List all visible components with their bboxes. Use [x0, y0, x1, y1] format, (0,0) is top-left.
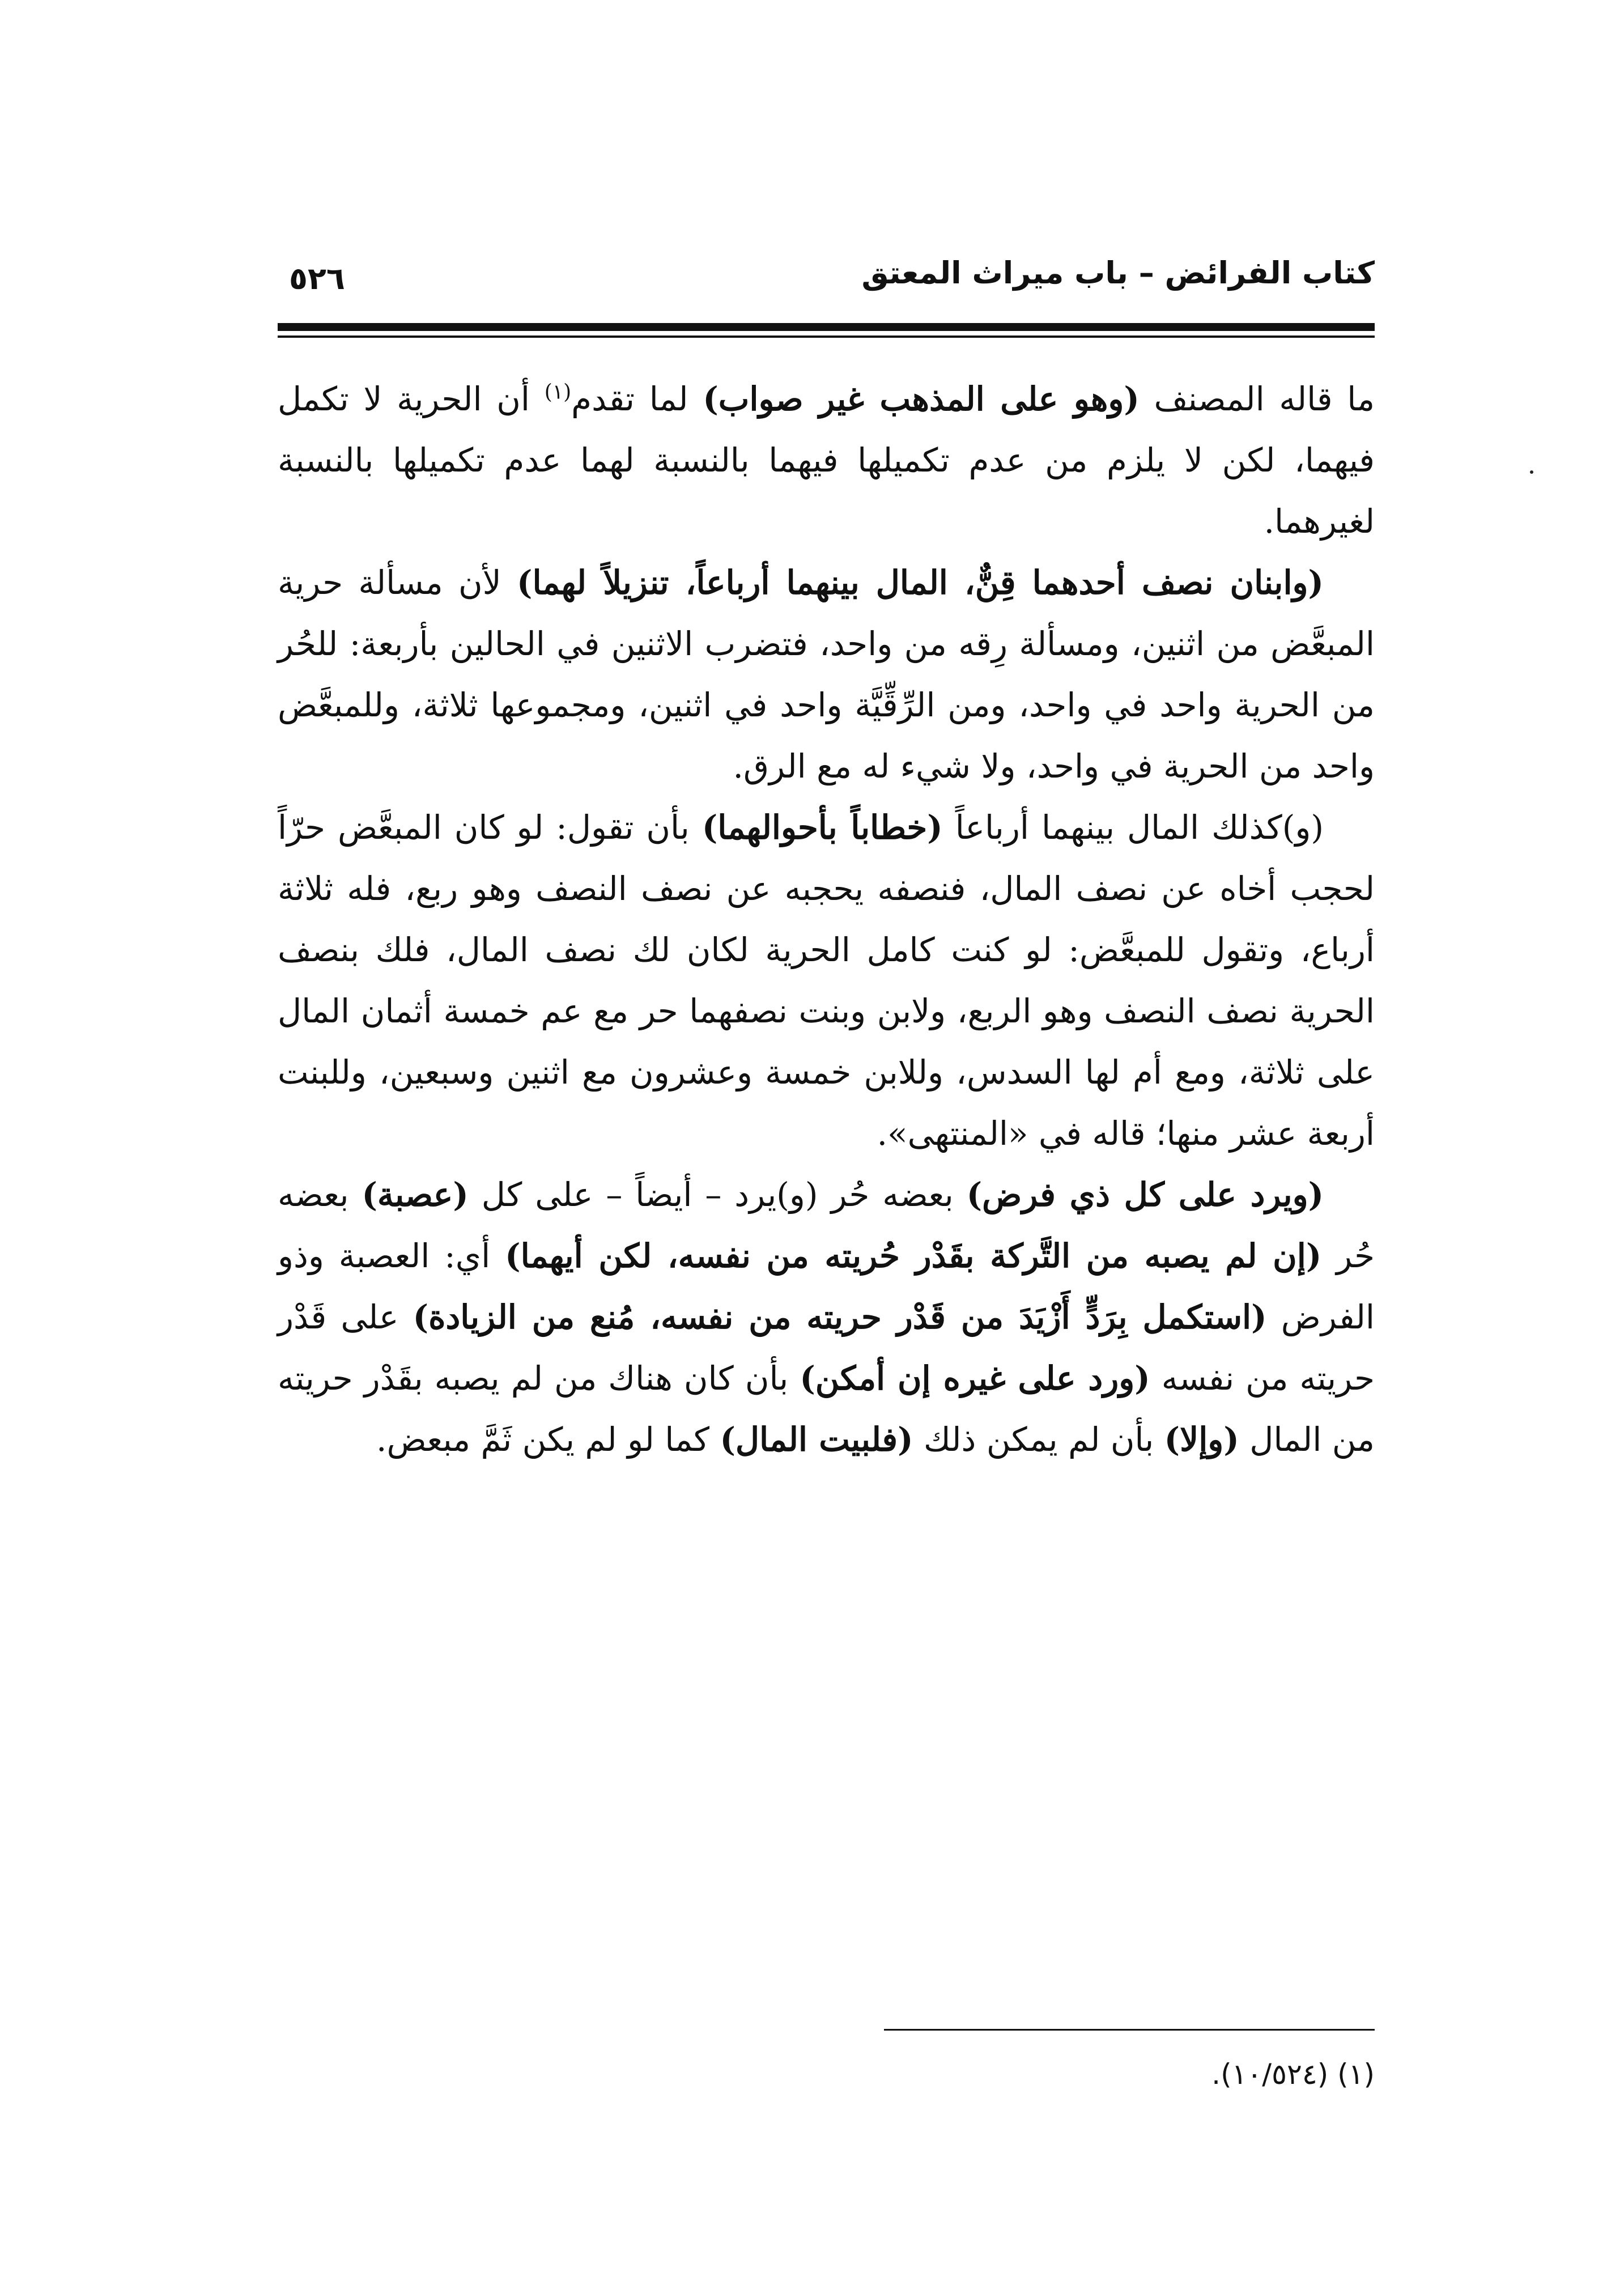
main-text — [278, 368, 1375, 1470]
footnote-reference[interactable]: (١) — [544, 380, 572, 404]
header-rule-thin — [278, 336, 1375, 338]
text-run: بأن لم يمكن ذلك — [924, 1420, 1154, 1459]
text-run: بعضه حُر — [278, 1175, 1375, 1275]
page-header — [278, 249, 1375, 306]
page-number: ٥٢٦ — [289, 261, 345, 296]
footnote-1: (١) (١٠/٥٢٤). — [1211, 2058, 1375, 2091]
quoted-matn: (وهو على المذهب غير صواب) — [703, 380, 1140, 418]
quoted-matn: (فلبيت المال) — [720, 1420, 913, 1459]
quoted-matn: (ويرد على كل ذي فرض) — [966, 1175, 1324, 1214]
text-run: لأن مسألة حرية المبعَّض من اثنين، ومسألة رِقه من واحد، فتضرب الاثنين في الحالين بأربعة: للحُر من الحرية واحد في واحد، ومن الرِّقِّيَّة واحد في اثنين، ومجموعها ثلاثة، وللمبعَّض واحد من الحرية في واحد، ولا شيء له مع الرق. — [278, 563, 1375, 785]
text-run: أن الحرية لا تكمل فيهما، لكن لا يلزم من عدم تكميلها فيهما بالنسبة لهما عدم تكميلها بالنسبة لغيرهما. — [278, 380, 1375, 541]
quoted-matn: (وابنان نصف أحدهما قِنٌّ، المال بينهما أرباعاً، تنزيلاً لهما) — [517, 563, 1324, 602]
quoted-matn: (خطاباً بأحوالهما) — [702, 808, 943, 847]
text-run: كما لو لم يكن ثَمَّ مبعض. — [376, 1420, 710, 1459]
text-run: (و)كذلك المال بينهما أرباعاً — [955, 808, 1324, 847]
text-run: أي: العصبة وذو الفرض — [278, 1237, 1375, 1336]
quoted-matn: (وإلا) — [1164, 1420, 1239, 1459]
margin-mark — [1530, 470, 1533, 474]
paragraph-3 — [278, 797, 1375, 1164]
quoted-matn: (إن لم يصبه من التَّركة بقَدْر حُريته من نفسه، لكن أيهما) — [505, 1237, 1322, 1275]
text-run: على قَدْر حريته من نفسه — [278, 1298, 1375, 1398]
paragraph-1 — [278, 368, 1375, 552]
text-run: لما تقدم — [571, 380, 688, 418]
paragraph-4 — [278, 1164, 1375, 1470]
paragraph-2 — [278, 552, 1375, 797]
quoted-matn: (ورد على غيره إن أمكن) — [800, 1359, 1150, 1398]
quoted-matn: (استكمل بِرَدٍّ أَزْيَدَ من قَدْر حريته من نفسه، مُنع من الزيادة) — [413, 1298, 1267, 1336]
text-run: بعضه حُر (و)يرد – أيضاً – على كل — [481, 1175, 954, 1214]
text-run: بأن كان هناك من لم يصبه بقَدْر حريته من المال — [278, 1359, 1375, 1459]
text-run: ما قاله المصنف — [1154, 380, 1375, 418]
footnote-separator — [884, 2029, 1375, 2031]
text-run: بأن تقول: لو كان المبعَّض حرّاً لحجب أخاه عن نصف المال، فنصفه يحجبه عن نصف النصف وهو ربع، فله ثلاثة أرباع، وتقول للمبعَّض: لو كنت كامل الحرية لكان لك نصف المال، فلك بنصف الحرية نصف النصف وهو الربع، ولابن وبنت نصفهما حر مع عم خمسة أثمان المال على ثلاثة، ومع أم لها السدس، وللابن خمسة وعشرون مع اثنين وسبعين، وللبنت أربعة عشر منها؛ قاله في «المنتهى». — [278, 808, 1375, 1153]
running-title: كتاب الفرائض – باب ميراث المعتق — [861, 255, 1375, 291]
quoted-matn: (عصبة) — [362, 1175, 469, 1214]
header-rule-thick — [278, 323, 1375, 331]
